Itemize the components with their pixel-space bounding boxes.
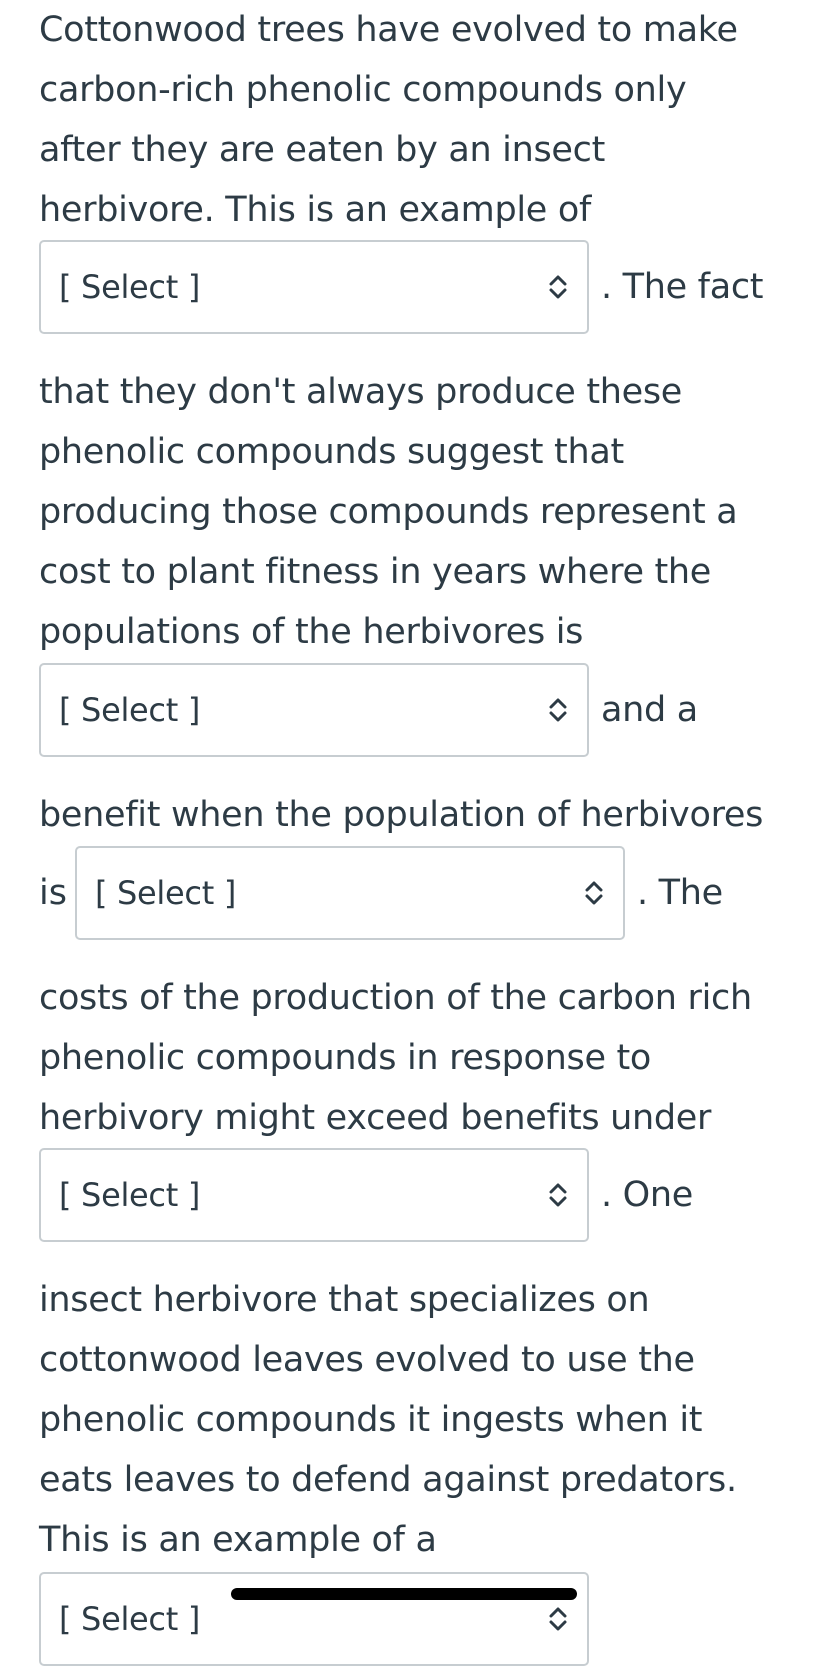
text-line: benefit when the population of herbivores — [39, 795, 764, 835]
dropdown-placeholder: [ Select ] — [94, 874, 237, 912]
answer-dropdown-4[interactable] — [39, 1148, 589, 1242]
dropdown-placeholder: [ Select ] — [59, 268, 201, 306]
up-down-chevron-icon — [583, 879, 605, 907]
home-indicator[interactable] — [231, 1588, 577, 1600]
inline-text-after-dropdown-3: . The — [636, 873, 723, 913]
text-line: cost to plant fitness in years where the — [39, 552, 712, 592]
answer-dropdown-3[interactable] — [75, 846, 625, 940]
up-down-chevron-icon — [547, 1181, 569, 1209]
text-line: insect herbivore that specializes on — [39, 1280, 650, 1320]
up-down-chevron-icon — [547, 696, 569, 724]
inline-text-after-dropdown-1: . The fact — [601, 267, 764, 307]
inline-text-after-dropdown-2: and a — [601, 690, 698, 730]
text-line: phenolic compounds in response to — [39, 1038, 652, 1078]
blank-row-4 — [39, 1148, 693, 1242]
question-text-1 — [39, 0, 799, 240]
question-text-5 — [39, 1270, 799, 1570]
question-text-2 — [39, 362, 799, 662]
up-down-chevron-icon — [547, 1605, 569, 1633]
answer-dropdown-1[interactable] — [39, 240, 589, 334]
text-line: This is an example of a — [39, 1520, 437, 1560]
dropdown-placeholder: [ Select ] — [59, 691, 201, 729]
answer-dropdown-5[interactable] — [39, 1572, 589, 1666]
blank-row-5 — [39, 1572, 589, 1666]
text-line: phenolic compounds it ingests when it — [39, 1400, 703, 1440]
inline-text-after-dropdown-4: . One — [601, 1175, 694, 1215]
text-line: populations of the herbivores is — [39, 612, 584, 652]
question-text-4 — [39, 968, 799, 1148]
blank-row-3 — [39, 846, 723, 940]
text-line: after they are eaten by an insect — [39, 130, 606, 170]
blank-row-2 — [39, 663, 698, 757]
text-line: herbivore. This is an example of — [39, 190, 591, 230]
text-line: costs of the production of the carbon rich — [39, 978, 752, 1018]
up-down-chevron-icon — [547, 273, 569, 301]
text-line: Cottonwood trees have evolved to make — [39, 10, 738, 50]
text-line: carbon-rich phenolic compounds only — [39, 70, 687, 110]
answer-dropdown-2[interactable] — [39, 663, 589, 757]
text-line: eats leaves to defend against predators. — [39, 1460, 737, 1500]
text-line: herbivory might exceed benefits under — [39, 1098, 712, 1138]
text-line: cottonwood leaves evolved to use the — [39, 1340, 695, 1380]
text-line: that they don't always produce these — [39, 372, 683, 412]
dropdown-placeholder: [ Select ] — [59, 1600, 201, 1638]
blank-row-1 — [39, 240, 763, 334]
text-line: phenolic compounds suggest that — [39, 432, 624, 472]
inline-text-before-dropdown-3: is — [39, 873, 67, 913]
dropdown-placeholder: [ Select ] — [59, 1176, 201, 1214]
text-line: producing those compounds represent a — [39, 492, 738, 532]
question-text-3 — [39, 785, 799, 845]
